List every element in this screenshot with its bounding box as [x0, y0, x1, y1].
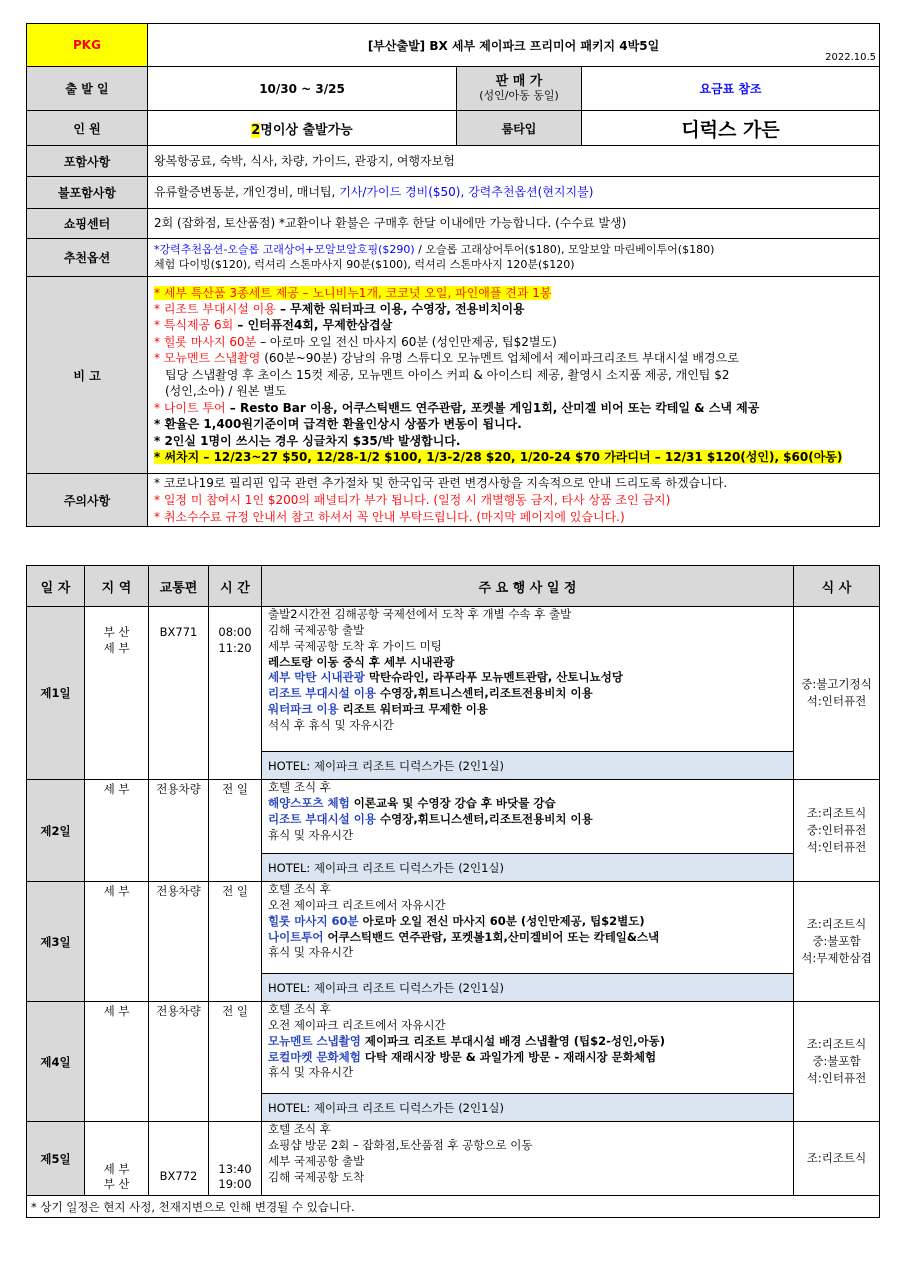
day-4-region: 세 부 — [85, 1002, 149, 1122]
package-info-table — [26, 23, 880, 527]
excluded-label: 불포함사항 — [27, 177, 148, 209]
day-5-label: 제5일 — [27, 1122, 85, 1196]
remark-meal-title: * 특식제공 6회 — [154, 318, 234, 333]
day-1-time — [209, 607, 262, 780]
price-label-cell — [457, 67, 582, 111]
option-line2: 체험 다이빙($120), 럭셔리 스톤마사지 90분($100), 럭셔리 스톤마사지 120분($120) — [154, 257, 575, 271]
itinerary-footnote: * 상기 일정은 현지 사정, 천재지변으로 인해 변경될 수 있습니다. — [27, 1196, 880, 1218]
meal-lunch: 중:불포함 — [812, 1054, 861, 1069]
meal-breakfast: 조:리조트식 — [806, 917, 867, 932]
shopping-value: 2회 (잡화점, 토산품점) *교환이나 환불은 구매후 한달 이내에만 가능합니다. (수수료 발생) — [148, 209, 880, 239]
caution-3: * 취소수수료 규정 안내서 참고 하셔서 꼭 안내 부탁드립니다. (마지막 페이지에 있습니다.) — [154, 509, 625, 524]
remark-night: – Resto Bar 이용, 어쿠스틱밴드 연주관람, 포켓볼 게임1회, 산미겔 비어 또는 칵테일 & 스낵 제공 — [225, 400, 760, 415]
schedule-line: 호텔 조식 후 — [268, 882, 331, 896]
day-1-transport: BX771 — [149, 607, 209, 780]
day-1-hotel: HOTEL: 제이파크 리조트 디럭스가든 (2인1실) — [262, 752, 794, 780]
caution-cell — [148, 474, 880, 527]
caution-2: * 일정 미 참여시 1인 $200의 패널티가 부가 됩니다. (일정 시 개별행동 금지, 타사 상품 조인 금지) — [154, 492, 671, 507]
meal-lunch: 중:불포함 — [812, 934, 861, 949]
schedule-line: 김해 국제공항 출발 — [268, 622, 365, 637]
schedule-line: 어쿠스틱밴드 연주관람, 포켓볼1회,산미겔비어 또는 칵테일&스낵 — [323, 929, 660, 944]
price-sublabel: (성인/아동 동일) — [479, 88, 559, 102]
remark-night-title: * 나이트 투어 — [154, 400, 226, 415]
day-1-region-to: 세 부 — [103, 640, 130, 655]
remark-exchange: * 환율은 1,400원기준이며 급격한 환율인상시 상품가 변동이 됩니다. — [154, 417, 522, 432]
day-2-region: 세 부 — [85, 780, 149, 882]
remarks-cell — [148, 277, 880, 474]
schedule-line: 리조트 워터파크 무제한 이용 — [338, 702, 488, 717]
remark-single: * 2인실 1명이 쓰시는 경우 싱글차지 $35/박 발생합니다. — [154, 433, 461, 448]
col-day: 일 자 — [27, 566, 85, 607]
schedule-highlight: 로컬마켓 문화체험 — [268, 1049, 361, 1064]
excluded-cell — [148, 177, 880, 209]
schedule-line: 세부 국제공항 도착 후 가이드 미팅 — [268, 638, 442, 653]
included-value: 왕복항공료, 숙박, 식사, 차량, 가이드, 관광지, 여행자보험 — [148, 146, 880, 177]
schedule-line: 수영장,휘트니스센터,리조트전용비치 이용 — [376, 686, 593, 701]
day-1-schedule — [262, 607, 794, 752]
departure-value: 10/30 ~ 3/25 — [148, 67, 457, 111]
col-time: 시 간 — [209, 566, 262, 607]
day-2-label: 제2일 — [27, 780, 85, 882]
schedule-line: 제이파크 리조트 부대시설 배경 스냅촬영 (팁$2-성인,아동) — [360, 1033, 665, 1048]
day-4-label: 제4일 — [27, 1002, 85, 1122]
col-transport: 교통편 — [149, 566, 209, 607]
remark-meal: – 인터퓨전4회, 무제한삼겹살 — [233, 318, 393, 333]
schedule-line: 김해 국제공항 도착 — [268, 1169, 365, 1184]
day-1-arrive-time: 11:20 — [218, 640, 252, 655]
excluded-value: 유류할증변동분, 개인경비, 매너팁, — [154, 185, 340, 200]
day-2-schedule — [262, 780, 794, 854]
day-5-time — [209, 1122, 262, 1196]
schedule-line: 휴식 및 자유시간 — [268, 827, 354, 842]
room-type-label: 룸타입 — [457, 111, 582, 146]
day-3-time: 전 일 — [209, 882, 262, 1002]
schedule-line: 다탁 재래시장 방문 & 과일가게 방문 - 재래시장 문화체험 — [360, 1049, 657, 1064]
remark-massage: – 아로마 오일 전신 마사지 60분 (성인만제공, 팁$2별도) — [256, 334, 557, 349]
remark-snap: (60분~90분) 강남의 유명 스튜디오 모뉴멘트 업체에서 제이파크리조트 부대시설 배경으로 — [260, 351, 739, 366]
meal-breakfast: 조:리조트식 — [806, 1037, 867, 1052]
day-1-meals — [794, 607, 880, 780]
shopping-label: 쇼핑센터 — [27, 209, 148, 239]
schedule-line: 막탄슈라인, 라푸라푸 모뉴멘트관람, 산토니뇨성당 — [364, 670, 623, 685]
day-3-hotel: HOTEL: 제이파크 리조트 디럭스가든 (2인1실) — [262, 974, 794, 1002]
schedule-highlight: 해양스포츠 체험 — [268, 795, 350, 810]
schedule-line: 오전 제이파크 리조트에서 자유시간 — [268, 897, 446, 912]
day-5-region — [85, 1122, 149, 1196]
schedule-line: 레스토랑 이동 중식 후 세부 시내관광 — [268, 654, 455, 669]
room-type-value: 디럭스 가든 — [582, 111, 880, 146]
day-1-region-from: 부 산 — [103, 625, 130, 639]
meal-breakfast: 조:리조트식 — [806, 806, 867, 821]
schedule-line: 오전 제이파크 리조트에서 자유시간 — [268, 1017, 446, 1032]
package-title-cell — [148, 24, 880, 67]
meal-lunch: 중:인터퓨전 — [806, 823, 867, 838]
included-label: 포함사항 — [27, 146, 148, 177]
people-value: 명이상 출발가능 — [260, 122, 353, 138]
option-highlight: *강력추천옵션-오슬롭 고래상어+모알보알호핑($290) — [154, 242, 415, 256]
remark-massage-title: * 힐롯 마사지 60분 — [154, 334, 257, 349]
people-cell — [148, 111, 457, 146]
schedule-line: 호텔 조식 후 — [268, 1122, 331, 1136]
day-5-arrive-time: 19:00 — [218, 1177, 252, 1192]
schedule-line: 세부 국제공항 출발 — [268, 1153, 365, 1168]
meal-dinner: 석:인터퓨전 — [806, 694, 867, 708]
options-label: 추천옵션 — [27, 239, 148, 277]
day-5-transport: BX772 — [149, 1122, 209, 1196]
day-5-depart-time: 13:40 — [218, 1161, 252, 1176]
day-1-region — [85, 607, 149, 780]
pkg-badge: PKG — [27, 24, 148, 67]
meal-lunch: 중:불고기정식 — [801, 677, 872, 692]
schedule-highlight: 리조트 부대시설 이용 — [268, 686, 376, 701]
meal-dinner: 석:인터퓨전 — [806, 839, 867, 854]
people-label: 인 원 — [27, 111, 148, 146]
col-meal: 식 사 — [794, 566, 880, 607]
schedule-line: 이론교육 및 수영장 강습 후 바닷물 강습 — [349, 795, 556, 810]
remark-snap-3: (성인,소아) / 원본 별도 — [165, 384, 287, 399]
day-3-transport: 전용차량 — [149, 882, 209, 1002]
day-2-hotel: HOTEL: 제이파크 리조트 디럭스가든 (2인1실) — [262, 854, 794, 882]
schedule-line: 쇼핑샵 방문 2회 – 잡화점,토산품점 후 공항으로 이동 — [268, 1137, 533, 1152]
col-region: 지 역 — [85, 566, 149, 607]
schedule-highlight: 세부 막탄 시내관광 — [268, 670, 365, 685]
departure-label: 출 발 일 — [27, 67, 148, 111]
caution-1: * 코로나19로 필리핀 입국 관련 추가절차 및 한국입국 관련 변경사항을 지속적으로 안내 드리도록 하겠습니다. — [154, 476, 728, 490]
day-3-schedule — [262, 882, 794, 974]
day-3-label: 제3일 — [27, 882, 85, 1002]
remark-snap-2: 팁당 스냅촬영 후 초이스 15컷 제공, 모뉴멘트 아이스 커피 & 아이스티 제공, 촬영시 소지품 제공, 개인팁 $2 — [165, 367, 730, 382]
people-min: 2 — [251, 122, 261, 138]
col-schedule: 주 요 행 사 일 정 — [262, 566, 794, 607]
remark-snap-title: * 모뉴멘트 스냅촬영 — [154, 351, 261, 366]
option-line1: / 오슬롭 고래상어투어($180), 모알보알 마린베이투어($180) — [414, 242, 715, 256]
schedule-highlight: 리조트 부대시설 이용 — [268, 811, 376, 826]
doc-date: 2022.10.5 — [825, 52, 877, 63]
day-1-depart-time: 08:00 — [218, 625, 252, 639]
schedule-line: 아로마 오일 전신 마사지 60분 (성인만제공, 팁$2별도) — [358, 913, 645, 928]
schedule-line: 석식 후 휴식 및 자유시간 — [268, 718, 394, 733]
schedule-highlight: 나이트투어 — [268, 929, 324, 944]
meal-dinner: 석:인터퓨전 — [806, 1070, 867, 1085]
schedule-line: 휴식 및 자유시간 — [268, 945, 354, 960]
day-4-schedule — [262, 1002, 794, 1094]
day-4-meals — [794, 1002, 880, 1122]
schedule-line: 출발2시간전 김해공항 국제선에서 도착 후 개별 수속 후 출발 — [268, 607, 572, 621]
schedule-highlight: 워터파크 이용 — [268, 702, 339, 717]
day-4-transport: 전용차량 — [149, 1002, 209, 1122]
remarks-label: 비 고 — [27, 277, 148, 474]
caution-label: 주의사항 — [27, 474, 148, 527]
day-3-region: 세 부 — [85, 882, 149, 1002]
day-5-region-from: 세 부 — [103, 1161, 130, 1176]
package-title: [부산출발] BX 세부 제이파크 프리미어 패키지 4박5일 — [367, 38, 660, 53]
day-5-region-to: 부 산 — [103, 1177, 130, 1192]
excluded-value-highlight: 기사/가이드 경비($50), 강력추천옵션(현지지불) — [339, 185, 594, 200]
schedule-line: 호텔 조식 후 — [268, 780, 331, 794]
day-2-meals — [794, 780, 880, 882]
remark-facility-title: * 리조트 부대시설 이용 — [154, 302, 276, 317]
itinerary-table — [26, 565, 880, 1218]
day-4-hotel: HOTEL: 제이파크 리조트 디럭스가든 (2인1실) — [262, 1094, 794, 1122]
schedule-line: 수영장,휘트니스센터,리조트전용비치 이용 — [376, 811, 593, 826]
day-1-label: 제1일 — [27, 607, 85, 780]
price-value: 요금표 참조 — [582, 67, 880, 111]
options-cell — [148, 239, 880, 277]
day-5-schedule — [262, 1122, 794, 1196]
day-5-meals — [794, 1122, 880, 1196]
remark-facility: – 무제한 워터파크 이용, 수영장, 전용비치이용 — [275, 302, 525, 317]
remark-gift: * 세부 특산품 3종세트 제공 – 노니비누1개, 코코넛 오일, 파인애플 견과 1봉 — [154, 285, 552, 300]
meal-breakfast: 조:리조트식 — [806, 1151, 867, 1166]
remark-surcharge: * 써차지 – 12/23~27 $50, 12/28-1/2 $100, 1/3-2/28 $20, 1/20-24 $70 가라디너 – 12/31 $120(성인), $60(아동) — [154, 449, 843, 464]
price-label: 판 매 가 — [495, 73, 543, 89]
day-3-meals — [794, 882, 880, 1002]
schedule-highlight: 모뉴멘트 스냅촬영 — [268, 1033, 361, 1048]
day-2-transport: 전용차량 — [149, 780, 209, 882]
day-2-time: 전 일 — [209, 780, 262, 882]
schedule-line: 휴식 및 자유시간 — [268, 1065, 354, 1080]
meal-dinner: 석:무제한삼겹 — [801, 950, 872, 965]
schedule-highlight: 힐롯 마사지 60분 — [268, 913, 359, 928]
schedule-line: 호텔 조식 후 — [268, 1002, 331, 1016]
day-4-time: 전 일 — [209, 1002, 262, 1122]
